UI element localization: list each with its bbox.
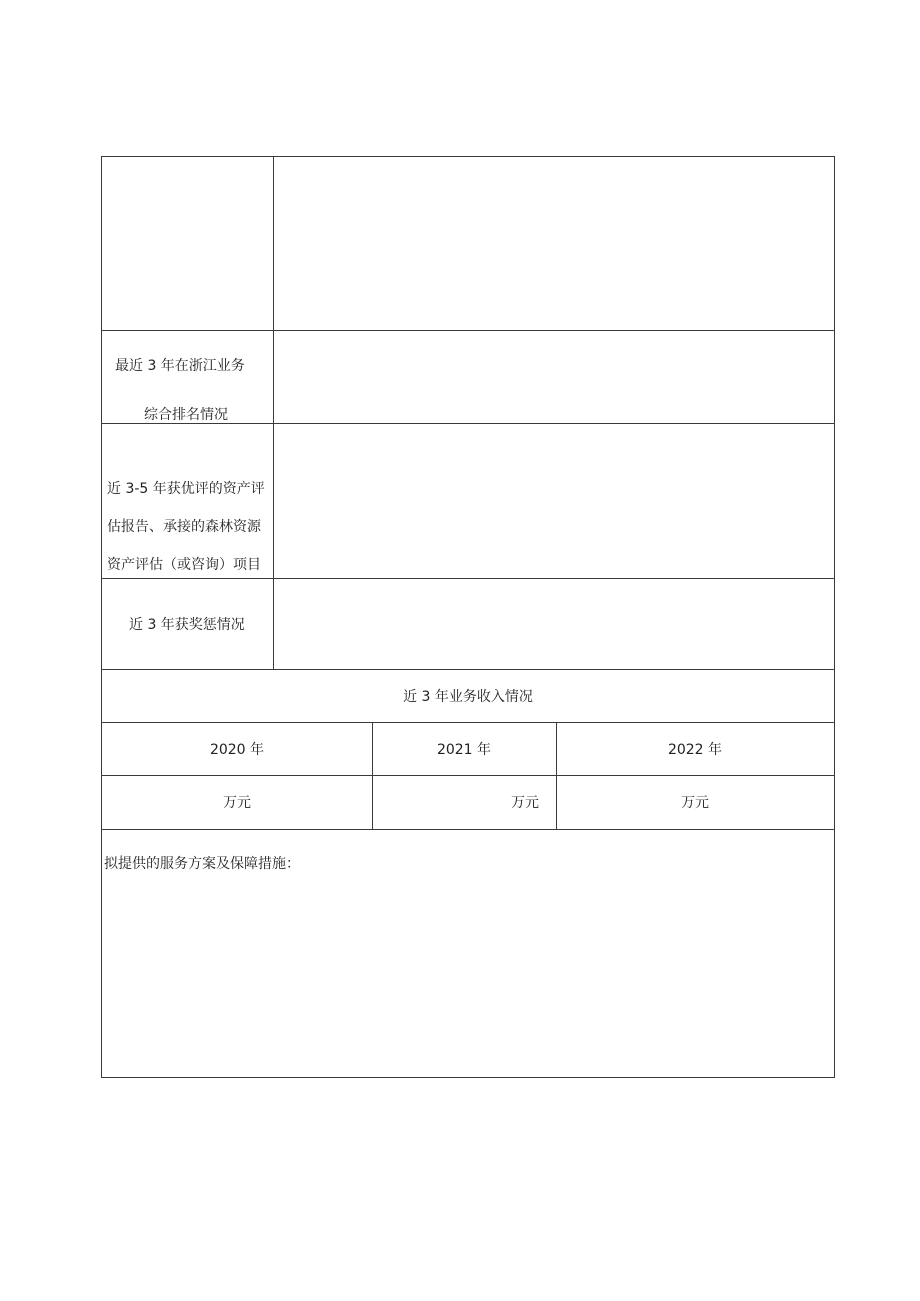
empty-value-cell[interactable] (274, 157, 834, 330)
revenue-year-2020: 2020 年 (209, 742, 265, 758)
awards-value-cell[interactable] (274, 579, 834, 669)
row-divider-4 (101, 669, 835, 670)
revenue-year-2022: 2022 年 (667, 742, 723, 758)
row-divider-5 (101, 722, 835, 723)
revenue-unit-2021: 万元 (511, 795, 539, 811)
revenue-year-2021: 2021 年 (436, 742, 492, 758)
ranking-label-line1: 最近 3 年在浙江业务 (115, 358, 245, 374)
projects-label-line2: 估报告、承接的森林资源 (107, 519, 261, 535)
revenue-unit-2020: 万元 (223, 795, 251, 811)
row-divider-7 (101, 829, 835, 830)
revenue-section-title: 近 3 年业务收入情况 (403, 689, 533, 705)
projects-value-cell[interactable] (274, 424, 834, 578)
ranking-label-line2: 综合排名情况 (144, 407, 228, 423)
table-border-right (834, 156, 835, 1078)
projects-label-line1: 近 3-5 年获优评的资产评 (107, 481, 265, 497)
empty-label-cell (102, 157, 273, 330)
awards-label: 近 3 年获奖惩情况 (129, 617, 245, 633)
projects-label-line3: 资产评估（或咨询）项目 (107, 557, 261, 573)
ranking-value-cell[interactable] (274, 331, 834, 423)
revenue-unit-2022: 万元 (681, 795, 709, 811)
service-plan-label: 拟提供的服务方案及保障措施： (104, 856, 300, 872)
service-plan-value-area[interactable] (102, 878, 834, 1077)
table-border-bottom (101, 1077, 835, 1078)
